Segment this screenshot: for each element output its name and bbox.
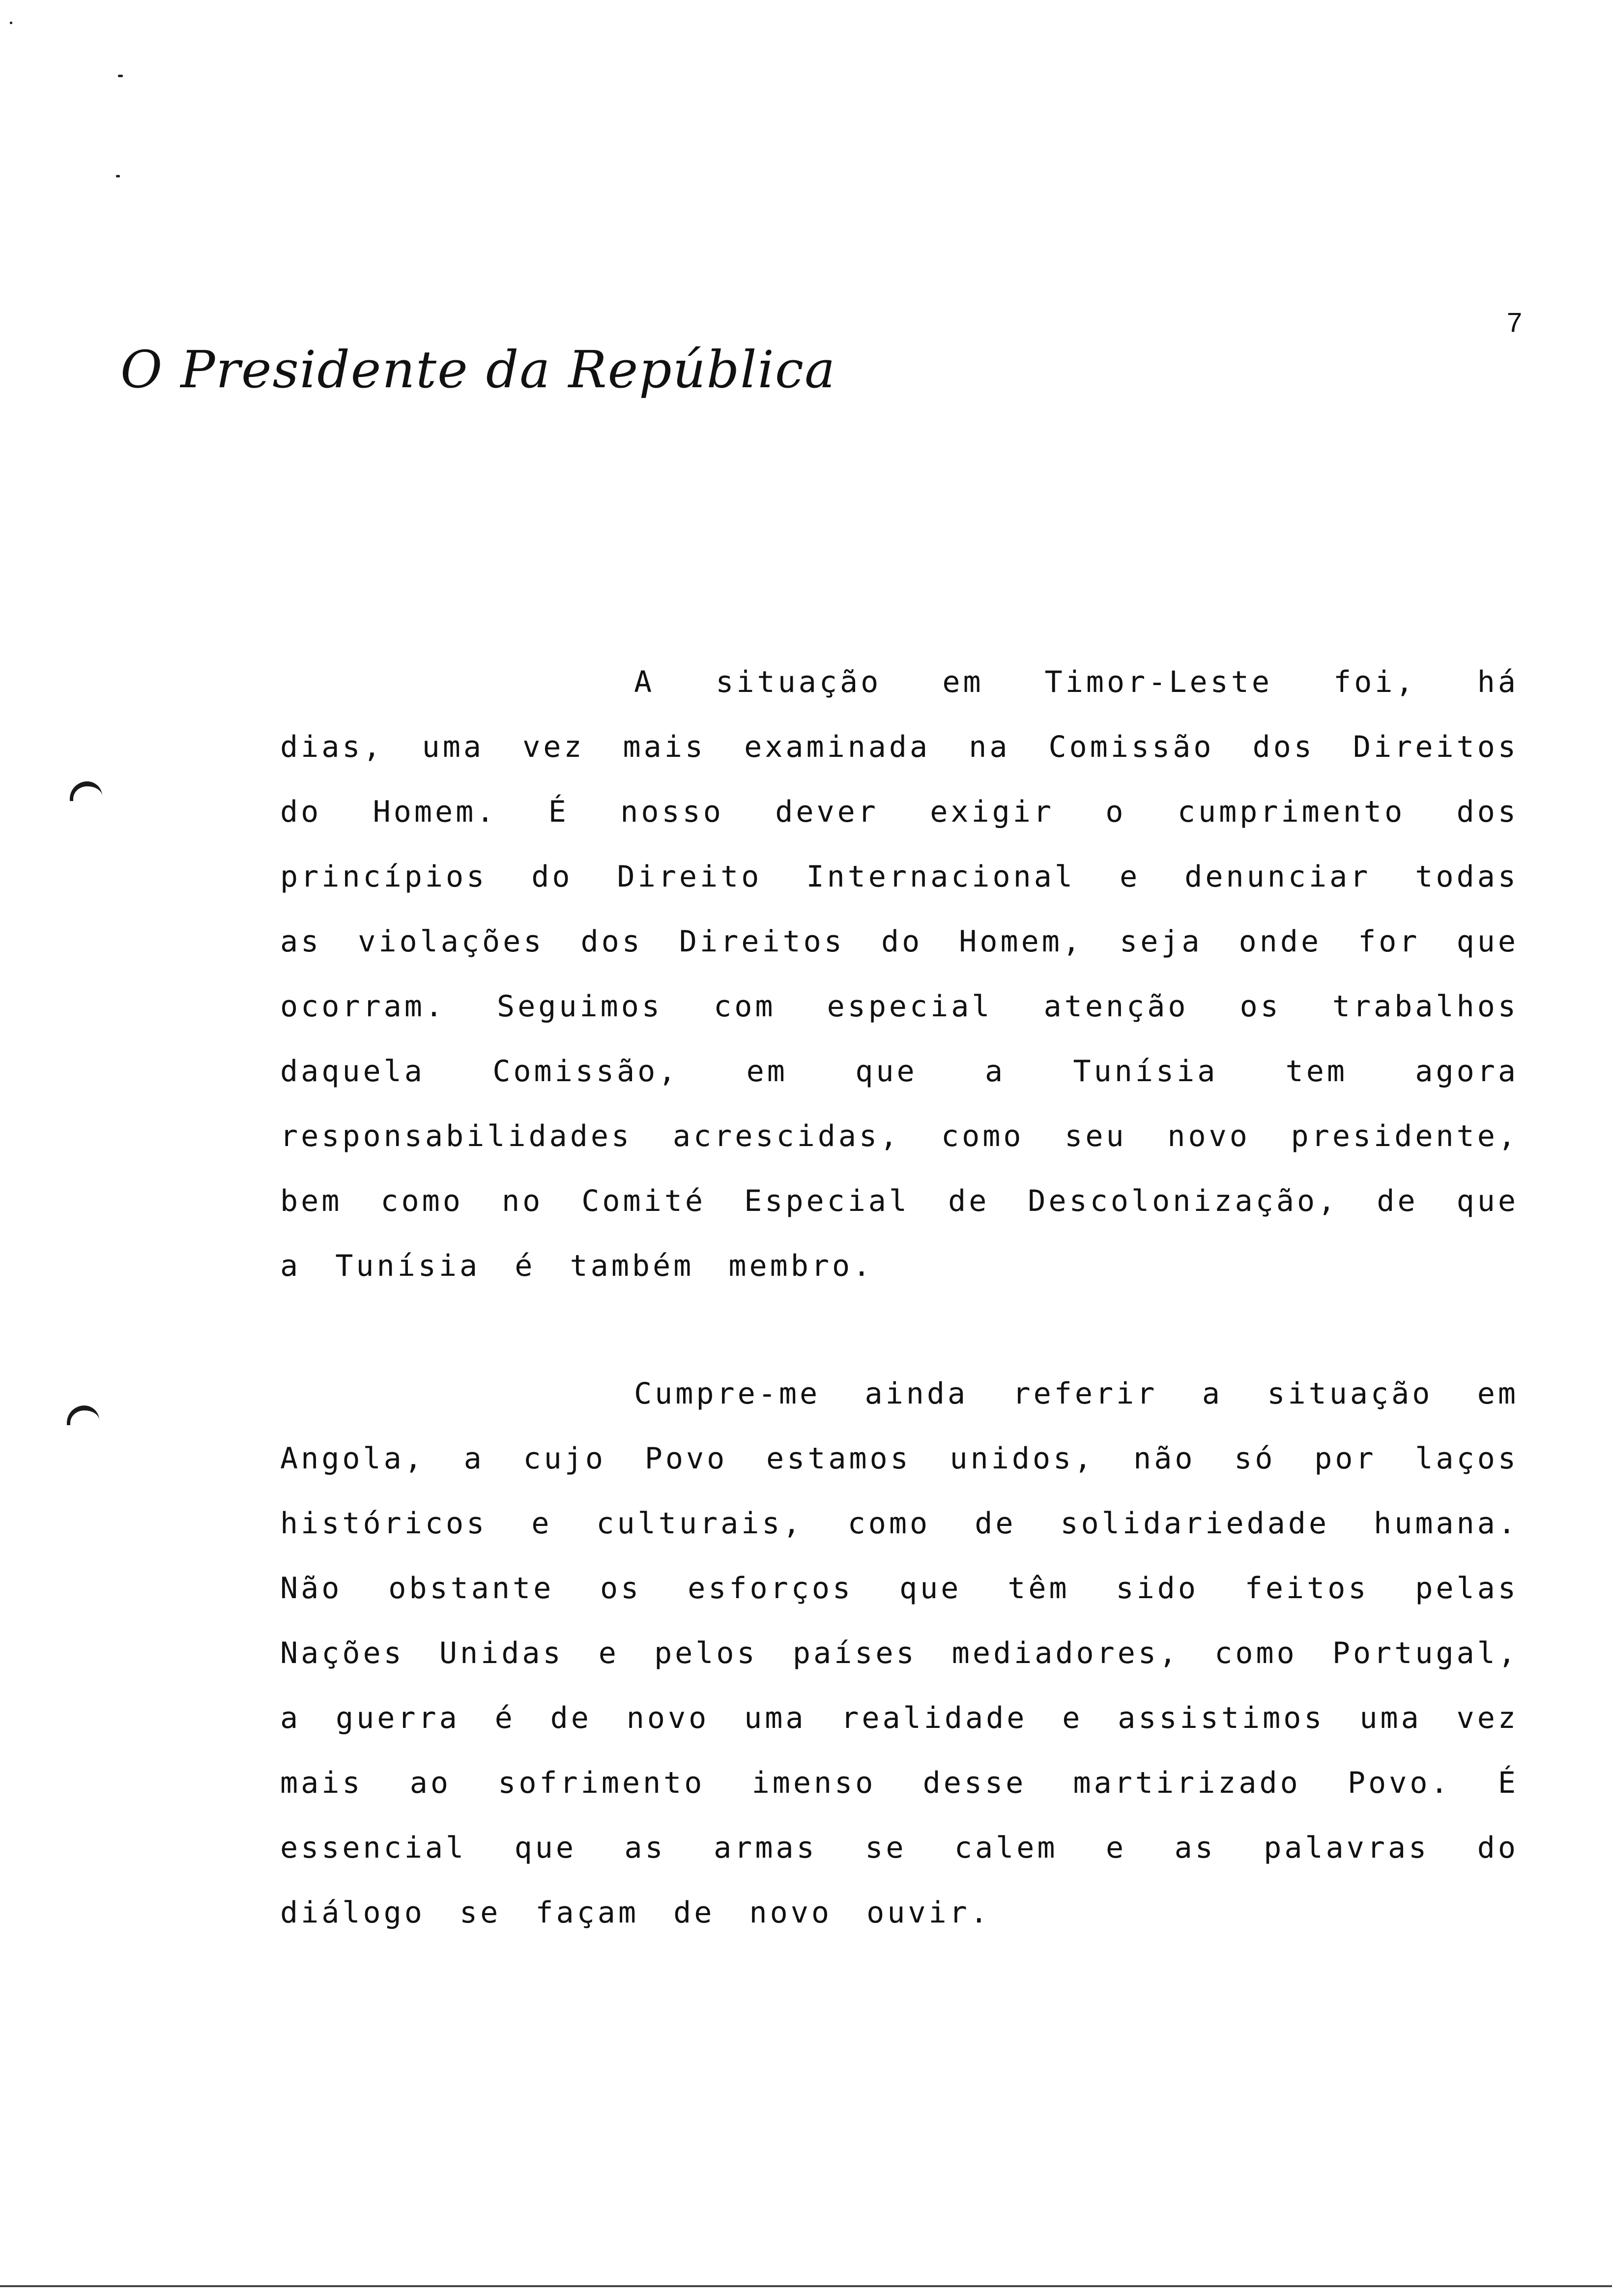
body-paragraph: Cumpre-me ainda referir a situação em Angola, a cujo Povo estamos unidos, não só por laços históricos e culturais, como de solidariedade humana. Não obstante os esforços que têm sido feitos pelas Nações Unidas e pelos países mediadores, como Portugal, a guerra é de novo uma realidade e assistimos uma vez mais ao sofrimento imenso desse martirizado Povo. É essencial que as armas se calem e as palavras do diálogo se façam de novo ouvir. (280, 1377, 1519, 1930)
scan-speck (10, 22, 12, 24)
letterhead: O Presidente da República (120, 340, 836, 400)
scan-speck (118, 75, 123, 77)
margin-mark (70, 781, 102, 801)
body-paragraph: A situação em Timor-Leste foi, há dias, uma vez mais examinada na Comissão dos Direitos do Homem. É nosso dever exigir o cumprimento dos princípios do Direito Internacional e denunciar todas as violações dos Direitos do Homem, seja onde for que ocorram. Seguimos com especial atenção os trabalhos daquela Comissão, em que a Tunísia tem agora responsabilidades acrescidas, como seu novo presidente, bem como no Comité Especial de Descolonização, de que a Tunísia é também membro. (280, 665, 1519, 1283)
page-edge-rule (0, 2285, 1612, 2287)
scan-speck (116, 175, 120, 177)
margin-mark (67, 1406, 99, 1425)
page-number: 7 (1507, 307, 1523, 338)
